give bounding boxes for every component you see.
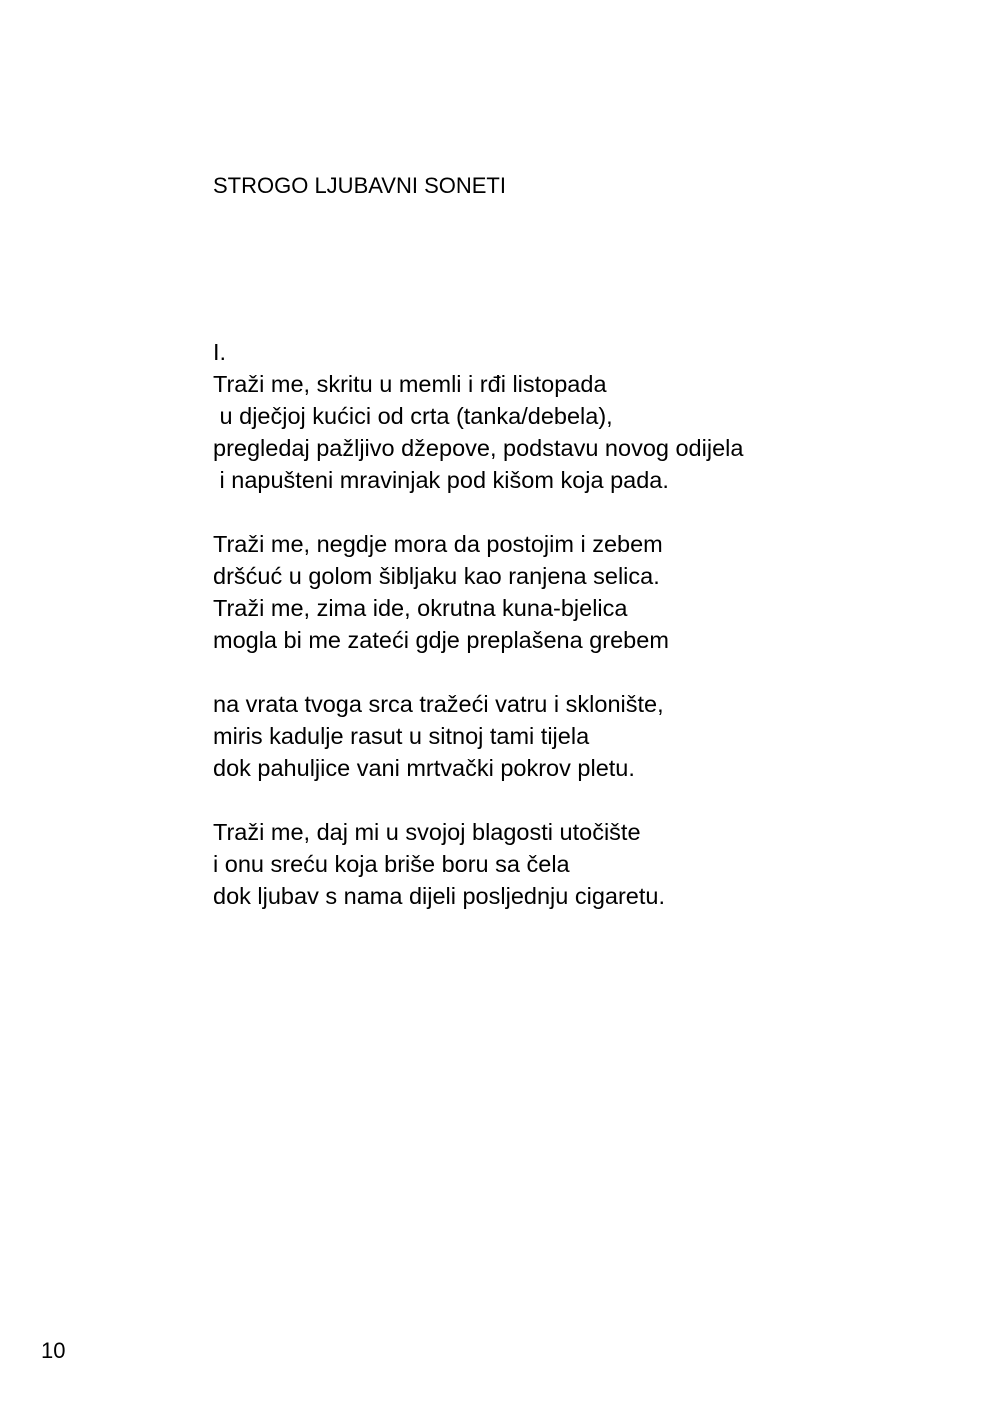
poem-line: mogla bi me zateći gdje preplašena grebem xyxy=(213,627,669,653)
sonnet-numeral: I. xyxy=(213,339,227,365)
poem-line: u dječjoj kućici od crta (tanka/debela), xyxy=(213,403,613,429)
stanza-2 xyxy=(213,528,933,656)
stanza-3 xyxy=(213,688,933,784)
poem-line: Traži me, negdje mora da postojim i zebem xyxy=(213,531,663,557)
poem-line: na vrata tvoga srca tražeći vatru i sklonište, xyxy=(213,691,664,717)
poem-line: i napušteni mravinjak pod kišom koja pada. xyxy=(213,467,669,493)
stanza-4 xyxy=(213,816,933,912)
poem-line: i onu sreću koja briše boru sa čela xyxy=(213,851,570,877)
poem-line: dok pahuljice vani mrtvački pokrov pletu. xyxy=(213,755,635,781)
page-title: STROGO LJUBAVNI SONETI xyxy=(213,173,506,198)
poem-line: pregledaj pažljivo džepove, podstavu novog odijela xyxy=(213,435,744,461)
stanza-1 xyxy=(213,368,933,496)
poem-line: dok ljubav s nama dijeli posljednju cigaretu. xyxy=(213,883,665,909)
poem-line: dršćuć u golom šibljaku kao ranjena selica. xyxy=(213,563,660,589)
poem xyxy=(213,336,933,912)
poem-line: Traži me, zima ide, okrutna kuna-bjelica xyxy=(213,595,628,621)
poem-line: Traži me, skritu u memli i rđi listopada xyxy=(213,371,607,397)
page-number: 10 xyxy=(41,1338,66,1363)
poem-line: Traži me, daj mi u svojoj blagosti utočište xyxy=(213,819,641,845)
poem-line: miris kadulje rasut u sitnoj tami tijela xyxy=(213,723,590,749)
